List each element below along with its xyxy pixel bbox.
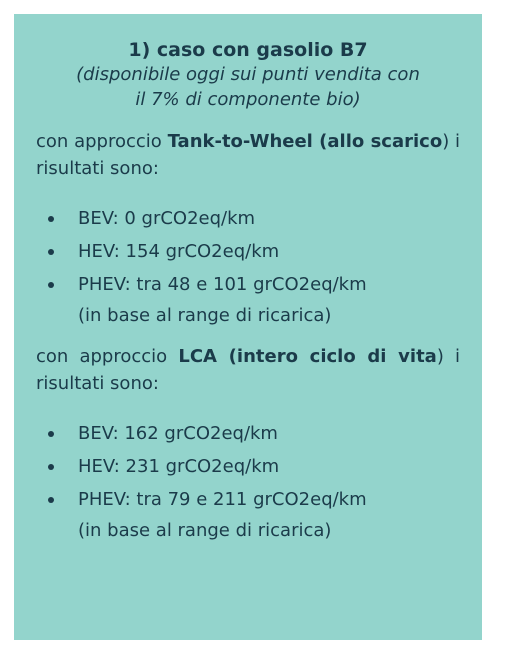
list-item xyxy=(36,235,460,268)
ttw-intro-pre: con approccio xyxy=(36,131,168,152)
lca-item-hev: HEV: 231 grCO2eq/km xyxy=(78,456,280,477)
ttw-intro-bold: Tank-to-Wheel (allo scarico xyxy=(167,131,443,152)
lca-results-list xyxy=(36,417,460,546)
bullet-icon xyxy=(48,216,54,222)
case-title: 1) caso con gasolio B7 xyxy=(128,39,368,61)
lca-intro-bold: LCA (intero ciclo di vita xyxy=(178,346,437,367)
bullet-icon xyxy=(48,497,54,503)
bullet-icon xyxy=(48,464,54,470)
bullet-icon xyxy=(48,249,54,255)
lca-intro xyxy=(36,343,460,397)
ttw-item-hev: HEV: 154 grCO2eq/km xyxy=(78,241,280,262)
lca-intro-rest: ) i risultati sono: xyxy=(36,346,461,394)
case-subtitle-line-1: (disponibile oggi sui punti vendita con xyxy=(76,64,420,85)
list-item xyxy=(36,202,460,235)
list-item xyxy=(36,450,460,483)
lca-item-phev-note: (in base al range di ricarica) xyxy=(78,520,332,541)
lca-item-bev: BEV: 162 grCO2eq/km xyxy=(78,423,278,444)
list-item xyxy=(36,417,460,450)
info-card xyxy=(14,14,482,640)
lca-item-phev: PHEV: tra 79 e 211 grCO2eq/km xyxy=(78,489,367,510)
list-item xyxy=(36,483,460,546)
ttw-item-bev: BEV: 0 grCO2eq/km xyxy=(78,208,256,229)
ttw-results-list xyxy=(36,202,460,331)
case-subtitle-line-2: il 7% di componente bio) xyxy=(135,89,361,110)
ttw-intro xyxy=(36,128,460,182)
ttw-intro-rest: ) i risultati sono: xyxy=(36,131,460,179)
bullet-icon xyxy=(48,282,54,288)
ttw-item-phev: PHEV: tra 48 e 101 grCO2eq/km xyxy=(78,274,367,295)
lca-intro-pre: con approccio xyxy=(36,346,179,367)
list-item xyxy=(36,268,460,331)
ttw-item-phev-note: (in base al range di ricarica) xyxy=(78,305,332,326)
bullet-icon xyxy=(48,431,54,437)
